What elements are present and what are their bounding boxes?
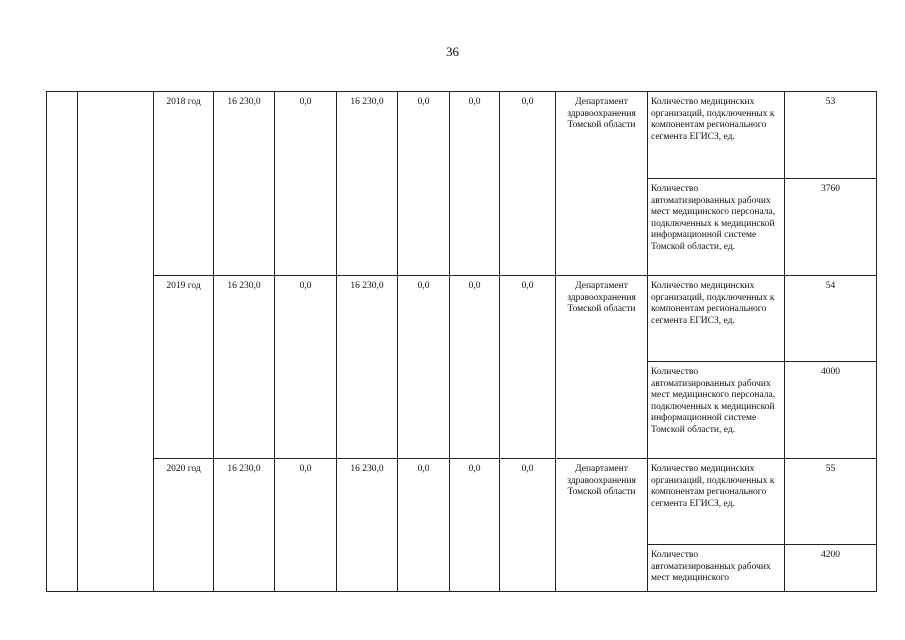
indicator-value-cell: 53 <box>785 92 877 179</box>
indicator-name-cell: Количество автоматизированных рабочих мест медицинского <box>648 545 785 592</box>
year-cell: 2020 год <box>154 459 214 592</box>
indicator-name-cell: Количество автоматизированных рабочих мест медицинского персонала, подключенных к медицинской информационной системе Томской области, ед. <box>648 179 785 276</box>
federal-budget-cell: 0,0 <box>275 92 337 276</box>
total-cell: 16 230,0 <box>214 459 275 592</box>
department-cell: Департамент здравоохранения Томской области <box>556 92 648 276</box>
tfoms-cell: 0,0 <box>450 276 500 459</box>
tfoms-cell: 0,0 <box>450 92 500 276</box>
department-cell: Департамент здравоохранения Томской области <box>556 459 648 592</box>
merged-task-cell <box>78 92 154 592</box>
indicator-value-cell: 4000 <box>785 362 877 459</box>
indicator-value-cell: 4200 <box>785 545 877 592</box>
indicator-value-cell: 3760 <box>785 179 877 276</box>
regional-budget-cell: 16 230,0 <box>337 92 398 276</box>
federal-budget-cell: 0,0 <box>275 459 337 592</box>
table-row <box>47 276 877 362</box>
other-sources-cell: 0,0 <box>500 276 556 459</box>
indicator-value-cell: 55 <box>785 459 877 545</box>
total-cell: 16 230,0 <box>214 92 275 276</box>
department-cell: Департамент здравоохранения Томской области <box>556 276 648 459</box>
table-row <box>47 459 877 545</box>
regional-budget-cell: 16 230,0 <box>337 459 398 592</box>
page-number: 36 <box>446 44 459 59</box>
tfoms-cell: 0,0 <box>450 459 500 592</box>
merged-number-cell <box>47 92 78 592</box>
regional-budget-cell: 16 230,0 <box>337 276 398 459</box>
indicator-name-cell: Количество медицинских организаций, подключенных к компонентам регионального сегмента ЕГИСЗ, ед. <box>648 459 785 545</box>
year-cell: 2019 год <box>154 276 214 459</box>
federal-budget-cell: 0,0 <box>275 276 337 459</box>
local-budget-cell: 0,0 <box>398 276 450 459</box>
program-funding-table <box>46 91 877 592</box>
indicator-name-cell: Количество медицинских организаций, подключенных к компонентам регионального сегмента ЕГИСЗ, ед. <box>648 92 785 179</box>
indicator-name-cell: Количество автоматизированных рабочих мест медицинского персонала, подключенных к медицинской информационной системе Томской области, ед. <box>648 362 785 459</box>
other-sources-cell: 0,0 <box>500 459 556 592</box>
year-cell: 2018 год <box>154 92 214 276</box>
indicator-name-cell: Количество медицинских организаций, подключенных к компонентам регионального сегмента ЕГИСЗ, ед. <box>648 276 785 362</box>
indicator-value-cell: 54 <box>785 276 877 362</box>
other-sources-cell: 0,0 <box>500 92 556 276</box>
local-budget-cell: 0,0 <box>398 92 450 276</box>
table-row <box>47 92 877 179</box>
local-budget-cell: 0,0 <box>398 459 450 592</box>
total-cell: 16 230,0 <box>214 276 275 459</box>
